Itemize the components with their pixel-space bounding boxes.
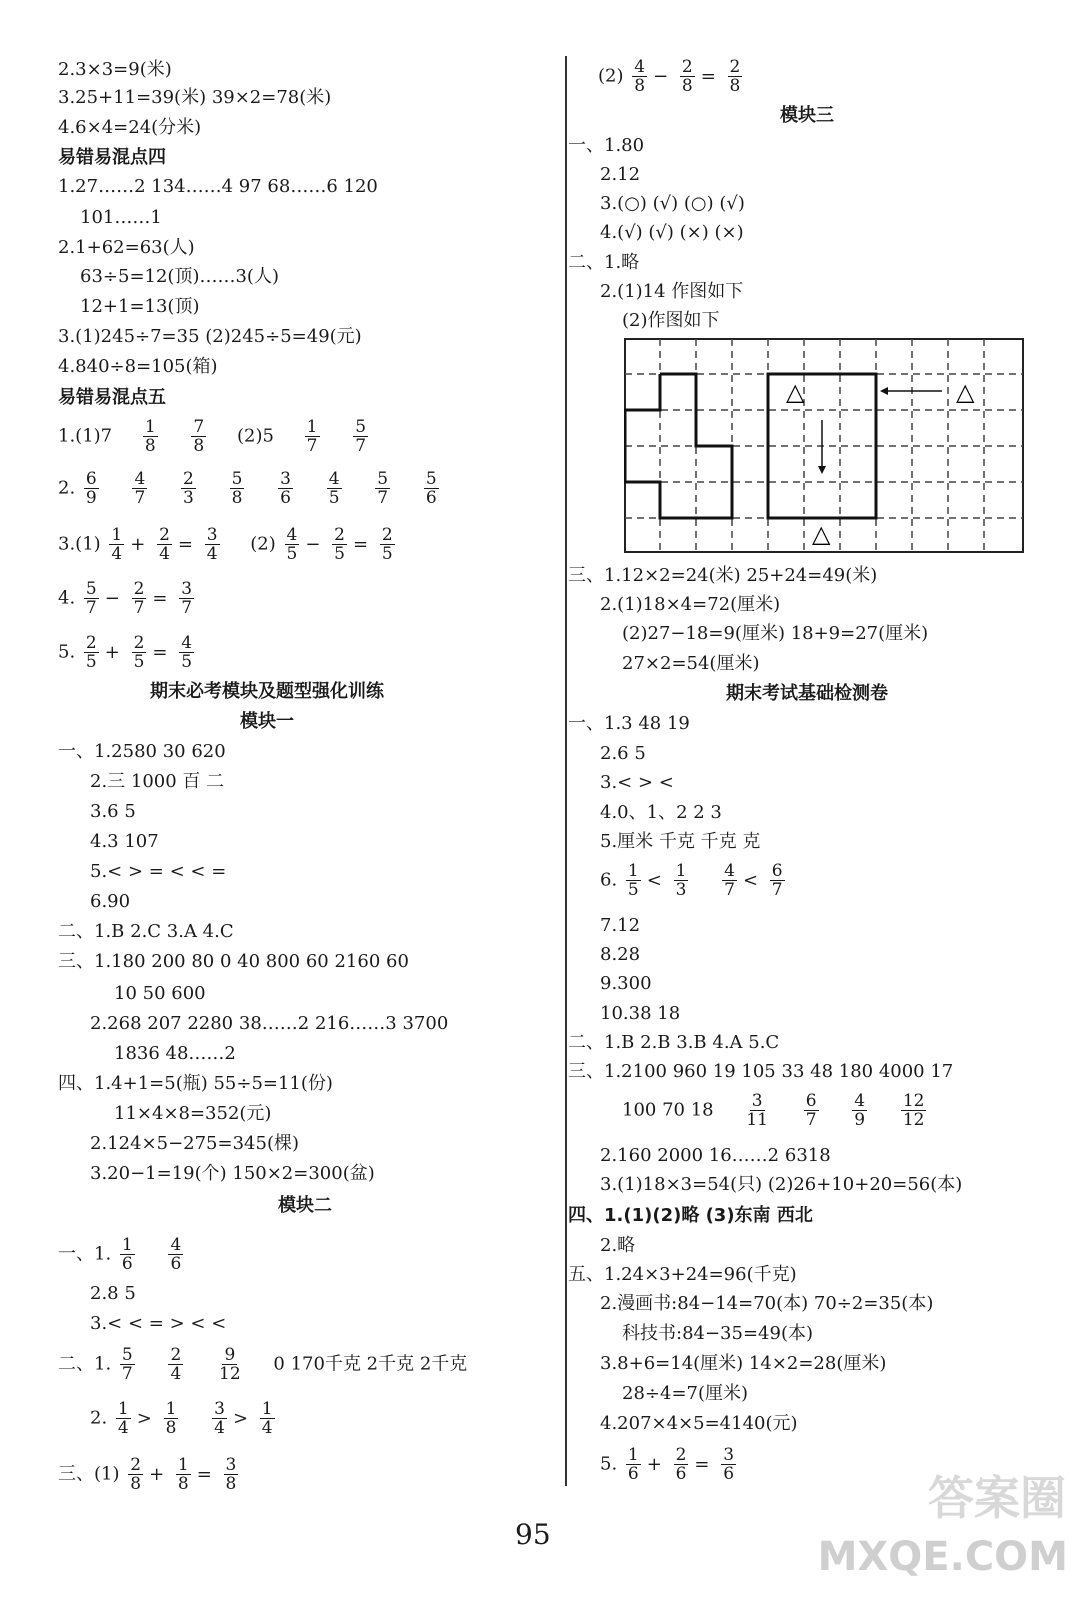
fraction: $\frac{5}{7}$ xyxy=(355,417,367,456)
answer-line: 4.3 107 xyxy=(90,831,159,852)
fraction: $\frac{2}{5}$ xyxy=(381,525,393,564)
section-heading: 易错易混点四 xyxy=(58,147,166,168)
fraction: $\frac{3}{4}$ xyxy=(214,1399,225,1438)
fraction-answer-line: 3.(1) $\frac{1}{4}$ + $\frac{2}{4}$ = $\frac{3}{4}$ (2) $\frac{4}{5}$ − $\frac{2}{5}$ = $\frac{2}{5}$ xyxy=(58,525,393,564)
answer-line: 二、1.略 xyxy=(568,252,640,273)
fraction: $\frac{3}{7}$ xyxy=(181,579,193,618)
fraction-answer-line: 5. $\frac{2}{5}$ + $\frac{2}{5}$ = $\frac{4}{5}$ xyxy=(58,633,193,672)
answer-line: 三、1.2100 960 19 105 33 48 180 4000 17 xyxy=(568,1061,954,1082)
answer-line: (2)27−18=9(厘米) 18+9=27(厘米) xyxy=(622,623,929,644)
fraction: $\frac{3}{4}$ xyxy=(206,525,218,564)
section-heading: 易错易混点五 xyxy=(58,387,166,408)
fraction: $\frac{2}{5}$ xyxy=(334,525,345,564)
fraction-answer-line: 4. $\frac{5}{7}$ − $\frac{2}{7}$ = $\frac{3}{7}$ xyxy=(58,579,193,618)
module-heading: 模块二 xyxy=(278,1195,332,1216)
answer-line: 3.(○) (√) (○) (√) xyxy=(600,193,745,214)
fraction: $\frac{2}{5}$ xyxy=(133,633,145,672)
fraction: $\frac{2}{8}$ xyxy=(130,1455,142,1494)
fraction: $\frac{5}{7}$ xyxy=(377,469,389,508)
fraction: $\frac{1}{5}$ xyxy=(627,861,639,900)
answer-line: 10 50 600 xyxy=(114,983,206,1004)
fraction: $\frac{2}{6}$ xyxy=(675,1445,687,1484)
fraction: $\frac{1}{3}$ xyxy=(675,861,687,900)
section-title: 期末必考模块及题型强化训练 xyxy=(150,681,384,702)
answer-line: 2.3×3=9(米) xyxy=(58,59,172,80)
fraction: $\frac{5}{8}$ xyxy=(231,469,243,508)
triangle-mark: △ xyxy=(786,378,805,406)
answer-line: 2.(1)18×4=72(厘米) xyxy=(600,594,781,615)
fraction: $\frac{1}{7}$ xyxy=(306,417,318,456)
answer-line: 二、1.B 2.C 3.A 4.C xyxy=(58,921,234,942)
arrowhead-down xyxy=(818,466,826,474)
fraction-answer-line: 100 70 18 $\frac{3}{11}$ $\frac{6}{7}$ $\frac{4}{9}$ $\frac{12}{12}$ xyxy=(622,1091,925,1130)
answer-line: 2.三 1000 百 二 xyxy=(90,771,225,792)
fraction-answer-line: 6. $\frac{1}{5}$ < $\frac{1}{3}$ $\frac{4}{7}$ < $\frac{6}{7}$ xyxy=(600,861,783,900)
answer-line: 三、1.12×2=24(米) 25+24=49(米) xyxy=(568,565,878,586)
fraction-answer-line: 三、(1) $\frac{2}{8}$ + $\frac{1}{8}$ = $\frac{3}{8}$ xyxy=(58,1455,237,1494)
answer-line: 2.12 xyxy=(600,164,641,185)
answer-line: 3.8+6=14(厘米) 14×2=28(厘米) xyxy=(600,1353,887,1374)
answer-line: 7.12 xyxy=(600,915,641,936)
answer-line: 3.6 5 xyxy=(90,801,136,822)
answer-line: 一、1.3 48 19 xyxy=(568,713,690,734)
fraction: $\frac{2}{4}$ xyxy=(159,525,170,564)
fraction: $\frac{1}{4}$ xyxy=(111,525,123,564)
answer-line: 四、1.(1)(2)略 (3)东南 西北 xyxy=(568,1205,813,1226)
fraction: $\frac{4}{7}$ xyxy=(134,469,146,508)
section-title: 期末考试基础检测卷 xyxy=(726,683,888,704)
arrowhead-left xyxy=(880,387,888,395)
fraction: $\frac{2}{4}$ xyxy=(170,1345,182,1384)
answer-line: 3.20−1=19(个) 150×2=300(盆) xyxy=(90,1163,375,1184)
fraction-answer-line: 2. $\frac{6}{9}$ $\frac{4}{7}$ $\frac{2}{3}$ $\frac{5}{8}$ $\frac{3}{6}$ $\frac{4}{5}$ $\frac{5}{7}$ $\frac{5}{6}$ xyxy=(58,469,437,508)
answer-line: 101……1 xyxy=(80,207,162,228)
watermark-url: MXQE.COM xyxy=(817,1534,1068,1580)
fraction-answer-line: 2. $\frac{1}{4}$ > $\frac{1}{8}$ $\frac{3}{4}$ > $\frac{1}{4}$ xyxy=(90,1399,273,1438)
answer-line: 3.< < = > < < xyxy=(90,1313,227,1334)
fraction: $\frac{5}{6}$ xyxy=(425,469,437,508)
fraction: $\frac{1}{6}$ xyxy=(121,1235,133,1274)
fraction: $\frac{6}{9}$ xyxy=(85,469,97,508)
fraction-answer-line: 1.(1)7 $\frac{1}{8}$ $\frac{7}{8}$ (2)5 $\frac{1}{7}$ $\frac{5}{7}$ xyxy=(58,417,367,456)
answer-line: 1.27……2 134……4 97 68……6 120 xyxy=(58,176,378,197)
fraction: $\frac{2}{3}$ xyxy=(183,469,194,508)
fraction: $\frac{2}{5}$ xyxy=(85,633,97,672)
fraction: $\frac{1}{8}$ xyxy=(177,1455,189,1494)
answer-line: 3.25+11=39(米) 39×2=78(米) xyxy=(58,87,332,108)
watermark-logo: 答案圈 xyxy=(928,1471,1066,1525)
answer-line: 2.6 5 xyxy=(600,743,646,764)
answer-line: 5.< > = < < = xyxy=(90,861,227,882)
fraction: $\frac{7}{8}$ xyxy=(193,417,205,456)
fraction-answer-line: 一、1. $\frac{1}{6}$ $\frac{4}{6}$ xyxy=(58,1235,182,1274)
answer-line: 4.207×4×5=4140(元) xyxy=(600,1413,798,1434)
fraction: $\frac{5}{7}$ xyxy=(85,579,97,618)
fraction: $\frac{2}{7}$ xyxy=(133,579,145,618)
fraction-answer-line: (2) $\frac{4}{8}$ − $\frac{2}{8}$ = $\frac{2}{8}$ xyxy=(598,57,741,96)
fraction: $\frac{1}{6}$ xyxy=(627,1445,639,1484)
answer-line: 一、1.2580 30 620 xyxy=(58,741,226,762)
answer-line: 2.8 5 xyxy=(90,1283,136,1304)
answer-line: 2.268 207 2280 38……2 216……3 3700 xyxy=(90,1013,449,1034)
answer-line: 12+1=13(顶) xyxy=(80,296,200,317)
answer-line: 6.90 xyxy=(90,891,131,912)
fraction: $\frac{1}{8}$ xyxy=(165,1399,177,1438)
answer-line: 2.略 xyxy=(600,1235,636,1256)
answer-line: 27×2=54(厘米) xyxy=(622,653,760,674)
triangle-mark: △ xyxy=(956,378,975,406)
fraction: $\frac{4}{9}$ xyxy=(854,1091,866,1130)
fraction: $\frac{1}{4}$ xyxy=(117,1399,129,1438)
fraction-answer-line: 5. $\frac{1}{6}$ + $\frac{2}{6}$ = $\frac{3}{6}$ xyxy=(600,1445,735,1484)
answer-line: 4.840÷8=105(箱) xyxy=(58,356,218,377)
fraction: $\frac{6}{7}$ xyxy=(771,861,783,900)
answer-line: 3.(1)245÷7=35 (2)245÷5=49(元) xyxy=(58,326,362,347)
fraction: $\frac{4}{5}$ xyxy=(286,525,298,564)
answer-line: (2)作图如下 xyxy=(622,310,720,331)
answer-line: 9.300 xyxy=(600,973,652,994)
fraction: $\frac{12}{12}$ xyxy=(902,1091,925,1130)
fraction: $\frac{4}{7}$ xyxy=(724,861,735,900)
fraction: $\frac{1}{8}$ xyxy=(144,417,156,456)
answer-line: 四、1.4+1=5(瓶) 55÷5=11(份) xyxy=(58,1073,333,1094)
answer-line: 11×4×8=352(元) xyxy=(114,1103,272,1124)
column-divider xyxy=(565,56,567,1486)
answer-line: 10.38 18 xyxy=(600,1003,681,1024)
fraction: $\frac{4}{8}$ xyxy=(634,57,646,96)
answer-line: 2.(1)14 作图如下 xyxy=(600,281,744,302)
fraction: $\frac{3}{11}$ xyxy=(746,1091,768,1130)
answer-line: 3.(1)18×3=54(只) (2)26+10+20=56(本) xyxy=(600,1174,963,1195)
answer-line: 2.160 2000 16……2 6318 xyxy=(600,1145,831,1166)
answer-line: 28÷4=7(厘米) xyxy=(622,1383,749,1404)
fraction: $\frac{9}{12}$ xyxy=(219,1345,241,1384)
answer-line: 4.6×4=24(分米) xyxy=(58,117,202,138)
answer-line: 4.0、1、2 2 3 xyxy=(600,802,722,823)
answer-line: 一、1.80 xyxy=(568,135,645,156)
triangle-mark: △ xyxy=(812,520,831,548)
fraction: $\frac{4}{5}$ xyxy=(181,633,193,672)
fraction: $\frac{2}{8}$ xyxy=(681,57,693,96)
fraction: $\frac{6}{7}$ xyxy=(805,1091,817,1130)
answer-line: 4.(√) (√) (×) (×) xyxy=(600,222,744,243)
answer-line: 五、1.24×3+24=96(千克) xyxy=(568,1264,797,1285)
fraction: $\frac{4}{5}$ xyxy=(328,469,340,508)
answer-line: 科技书:84−35=49(本) xyxy=(622,1323,813,1344)
answer-line: 63÷5=12(顶)……3(人) xyxy=(80,266,279,287)
fraction: $\frac{3}{6}$ xyxy=(280,469,291,508)
module-heading: 模块三 xyxy=(780,105,834,126)
fraction: $\frac{3}{6}$ xyxy=(723,1445,735,1484)
answer-line: 2.漫画书:84−14=70(本) 70÷2=35(本) xyxy=(600,1293,934,1314)
fraction: $\frac{3}{8}$ xyxy=(225,1455,237,1494)
answer-line: 三、1.180 200 80 0 40 800 60 2160 60 xyxy=(58,951,409,972)
answer-line: 5.厘米 千克 千克 克 xyxy=(600,831,761,852)
answer-line: 8.28 xyxy=(600,944,641,965)
fraction: $\frac{5}{7}$ xyxy=(121,1345,133,1384)
fraction: $\frac{1}{4}$ xyxy=(261,1399,273,1438)
module-heading: 模块一 xyxy=(240,711,294,732)
page-number: 95 xyxy=(515,1518,551,1551)
fraction: $\frac{4}{6}$ xyxy=(170,1235,182,1274)
answer-line: 2.124×5−275=345(棵) xyxy=(90,1133,299,1154)
fraction: $\frac{2}{8}$ xyxy=(729,57,741,96)
fraction-answer-line: 二、1. $\frac{5}{7}$ $\frac{2}{4}$ $\frac{9}{12}$ 0 170千克 2千克 2千克 xyxy=(58,1345,468,1384)
answer-line: 二、1.B 2.B 3.B 4.A 5.C xyxy=(568,1032,780,1053)
answer-line: 3.< > < xyxy=(600,772,674,793)
answer-line: 1836 48……2 xyxy=(114,1043,236,1064)
answer-line: 2.1+62=63(人) xyxy=(58,237,195,258)
translation-grid-figure xyxy=(624,338,1024,553)
